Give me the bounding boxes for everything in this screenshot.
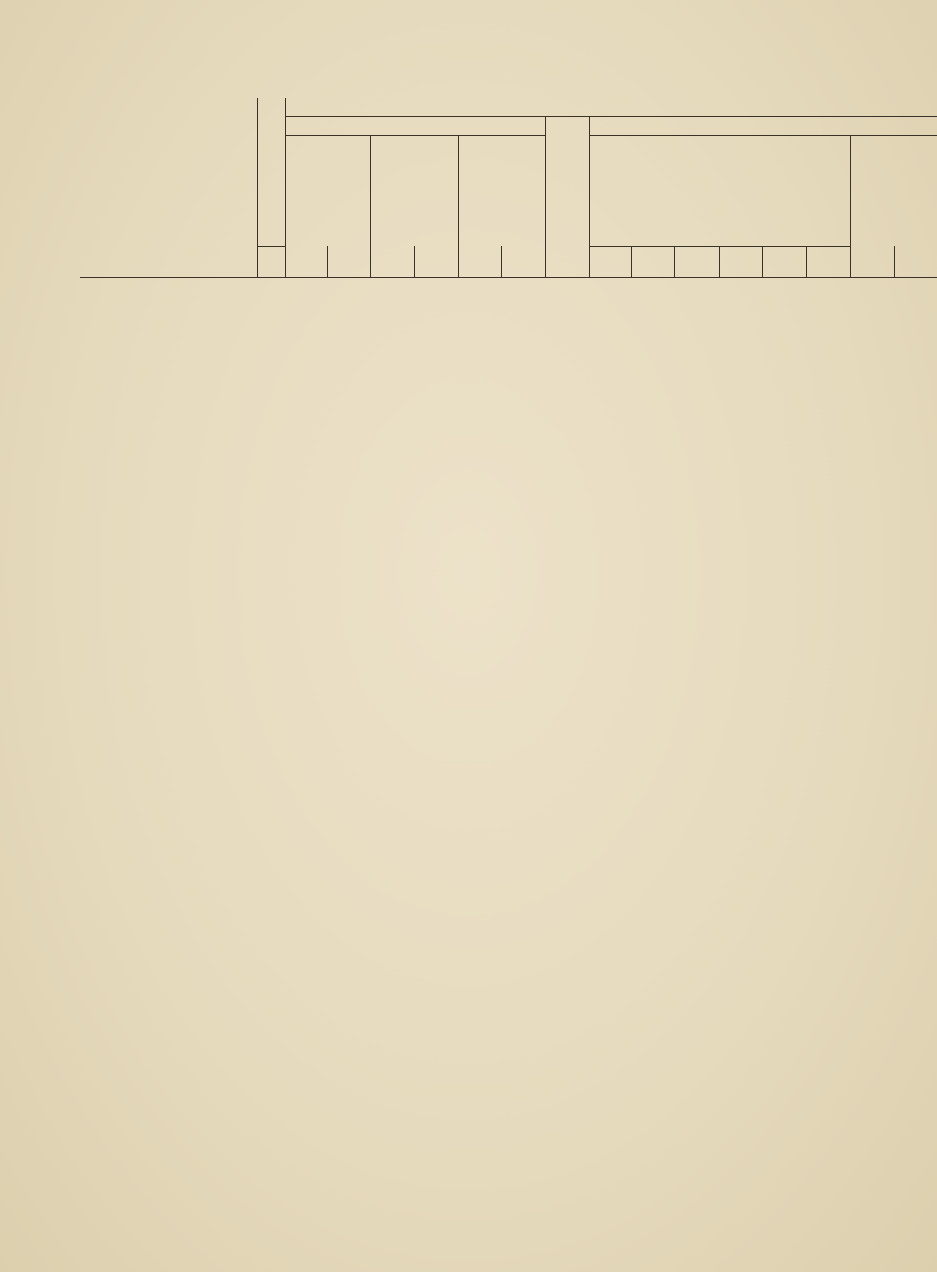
unit-semi xyxy=(502,246,546,277)
unit-semi xyxy=(414,246,458,277)
unit-semi xyxy=(719,246,763,277)
statistics-table xyxy=(80,98,937,278)
unit-annual xyxy=(371,246,415,277)
unit-annual xyxy=(285,246,328,277)
header-personal-trades xyxy=(285,98,937,117)
unit-annual xyxy=(675,246,720,277)
unit-semi xyxy=(632,246,675,277)
unit-rubles xyxy=(545,246,589,277)
unit-semi xyxy=(328,246,371,277)
unit-semi xyxy=(807,246,851,277)
unit-annual xyxy=(763,246,807,277)
header-grade xyxy=(589,117,937,136)
header-clerks xyxy=(589,136,850,247)
unit-annual xyxy=(589,246,632,277)
unit-annual xyxy=(850,246,894,277)
unit-semi xyxy=(894,246,937,277)
header-certificate-count xyxy=(285,117,545,136)
unit-annual xyxy=(458,246,502,277)
header-name-column xyxy=(80,98,258,277)
